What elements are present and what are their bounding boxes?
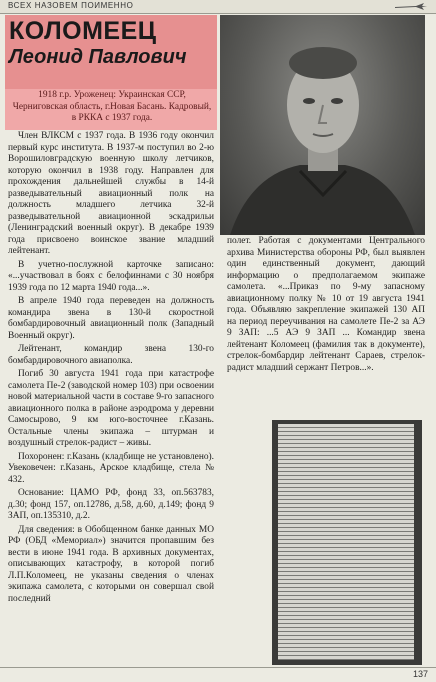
archive-document-page [278, 424, 414, 660]
page-number: 137 [412, 669, 428, 679]
paragraph: Погиб 30 августа 1941 года при катастрофе самолета Пе-2 (заводской номер 103) при освоении новой материальной части в составе 9-го запасного авиационного полка в районе аэродрома у деревни Самосырово, 9 км юго-восточнее г.Казань. Остальные члены экипажа – штурман и воздушный стрелок-радист – живы. [8, 369, 214, 448]
person-surname: КОЛОМЕЕЦ [9, 17, 157, 45]
footer-divider [0, 667, 436, 668]
title-block [5, 15, 217, 89]
paragraph: Похоронен: г.Казань (кладбище не установлено). Увековечен: г.Казань, Арское кладбище, стела № 432. [8, 451, 214, 485]
right-column [227, 236, 425, 376]
lead-text: 1918 г.р. Уроженец: Украинская ССР, Черниговская область, г.Новая Басань. Кадровый, в РККА с 1937 года. [12, 90, 212, 123]
paragraph: Основание: ЦАМО РФ, фонд 33, оп.563783, д.30; фонд 157, оп.12786, д.58, д.60, д.149; фонд 9 ЗАП, оп.135310, д.2. [8, 488, 214, 521]
paragraph: Для сведения: в Обобщенном банке данных МО РФ (ОБД «Мемориал») значится пропавшим без вести в июне 1941 года. В архивных документах, описывающих катастрофу, в которой погиб Л.П.Коломеец, не указаны сведения о членах экипажа самолета, с которыми он совершал свой последний [8, 524, 214, 604]
plane-icon [394, 2, 428, 11]
person-given-name: Леонид Павлович [9, 46, 187, 68]
paragraph: полет. Работая с документами Центрального архива Министерства обороны РФ, был выявлен один единственный документ, дающий информацию о предполагаемом экипаже самолета. «...Приказ по 9-му запасному авиационному полку № 10 от 19 августа 1941 года. Объявляю закрепление экипажей 130 АП на период переучивания на самолете Пе-2 за АЭ 9 ЗАП: ...5 АЭ 9 ЗАП ... Командир звена лейтенант Коломеец (фамилия так в документе), стрелок-бомбардир лейтенант Сараев, стрелок-радист младший сержант Петров...». [227, 236, 425, 373]
paragraph: Лейтенант, командир звена 130-го бомбардировочного авиаполка. [8, 344, 214, 366]
portrait-photo [220, 15, 425, 235]
lead-block [5, 89, 217, 130]
paragraph: В учетно-послужной карточке записано: «...участвовал в боях с белофиннами с 30 ноября 1939 года по 12 марта 1940 года...». [8, 259, 214, 293]
archive-document-photo [272, 420, 422, 665]
portrait-image [220, 15, 425, 235]
paragraph: Член ВЛКСМ с 1937 года. В 1936 году окончил первый курс института. В 1937-м поступил во 2-ю Ворошиловградскую военную школу летчиков, которую окончил в 1938 году. Направлен для прохождения дальнейшей службы в 14-й разведывательный авиационный полк на должность младшего летчика 32-й разведывательной авиационной эскадрильи (Ленинградский военный округ). В декабре 1939 года присвоено воинское звание младший лейтенант. [8, 131, 214, 256]
paragraph: В апреле 1940 года переведен на должность командира звена в 130-й скоростной бомбардировочный авиационный полк (Западный Военный округ). [8, 296, 214, 341]
section-title: ВСЕХ НАЗОВЕМ ПОИМЕННО [8, 1, 134, 10]
left-column [8, 131, 214, 607]
page-header [0, 0, 436, 14]
